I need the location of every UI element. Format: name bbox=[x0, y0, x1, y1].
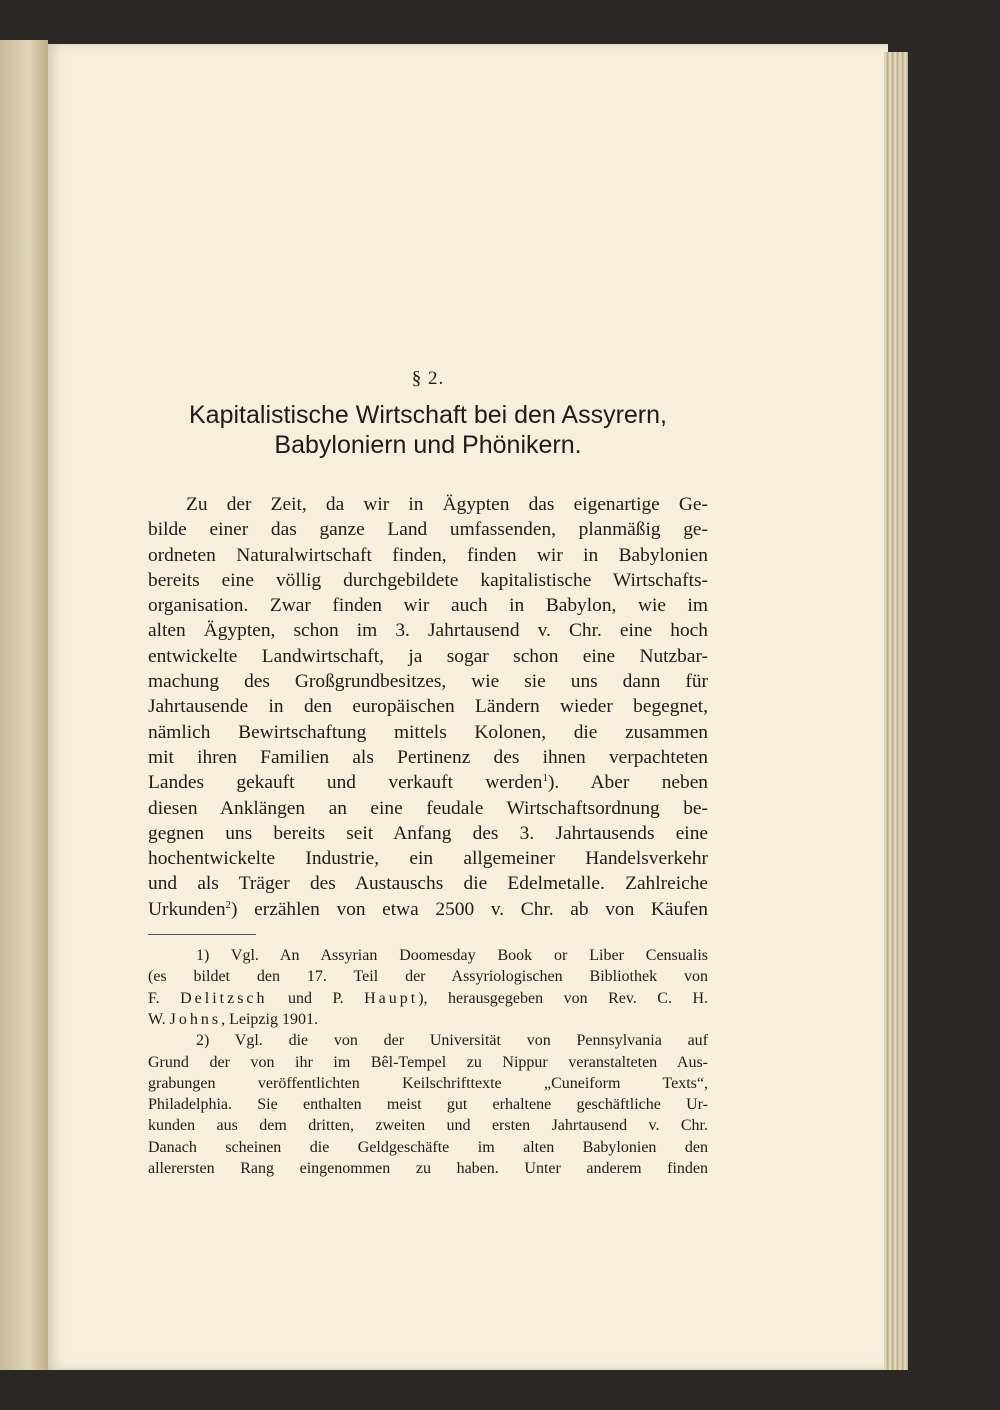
footnote-text: , Leipzig 1901. bbox=[221, 1010, 318, 1028]
body-line: bilde einer das ganze Land umfassenden, planmäßig ge- bbox=[148, 519, 708, 541]
body-line: machung des Großgrundbesitzes, wie sie uns dann für bbox=[148, 671, 708, 693]
chapter-heading bbox=[148, 400, 708, 460]
body-line-text: Urkunden bbox=[148, 898, 226, 920]
body-line: nämlich Bewirtschaftung mittels Kolonen, die zusammen bbox=[148, 721, 708, 743]
footnote-text: ), herausgegeben von Rev. C. H. bbox=[418, 989, 708, 1007]
body-line: organisation. Zwar finden wir auch in Babylon, wie im bbox=[148, 595, 708, 617]
heading-line-1: Kapitalistische Wirtschaft bei den Assyrern, bbox=[189, 401, 667, 429]
footnote-2-line: kunden aus dem dritten, zweiten und ersten Jahrtausend v. Chr. bbox=[148, 1117, 708, 1135]
author-name-johns: Johns bbox=[169, 1010, 222, 1028]
body-text bbox=[148, 492, 708, 922]
heading-line-2: Babyloniern und Phönikern. bbox=[274, 431, 582, 459]
footnote-1-line: 1) Vgl. An Assyrian Doomesday Book or Liber Censualis bbox=[196, 947, 708, 965]
footnote-2-line: Grund der von ihr im Bêl-Tempel zu Nippur veranstalteten Aus- bbox=[148, 1053, 708, 1071]
page-edges bbox=[884, 52, 908, 1370]
footnote-ref-1: 1 bbox=[542, 772, 548, 785]
page-content bbox=[148, 368, 708, 1179]
footnote-ref-2: 2 bbox=[225, 898, 232, 911]
section-number: § 2. bbox=[411, 368, 445, 389]
footnote-2-line: grabungen veröffentlichten Keilschrifttexte „Cuneiform Texts“, bbox=[148, 1074, 708, 1092]
author-name-delitzsch: Delitzsch bbox=[180, 989, 268, 1007]
body-line: und als Träger des Austauschs die Edelmetalle. Zahlreiche bbox=[148, 873, 708, 895]
body-line: entwickelte Landwirtschaft, ja sogar schon eine Nutzbar- bbox=[148, 645, 708, 667]
footnote-2-line: 2) Vgl. die von der Universität von Pennsylvania auf bbox=[196, 1032, 708, 1050]
footnote-2-line: allerersten Rang eingenommen zu haben. Unter anderem finden bbox=[148, 1160, 708, 1178]
body-line-text: ). Aber neben bbox=[547, 772, 709, 794]
body-line: mit ihren Familien als Pertinenz des ihnen verpachteten bbox=[148, 746, 708, 768]
left-page-edge bbox=[0, 40, 48, 1370]
footnote-divider bbox=[148, 934, 256, 935]
author-name-haupt: Haupt bbox=[364, 989, 419, 1007]
body-line: Jahrtausende in den europäischen Ländern wieder begegnet, bbox=[148, 696, 708, 718]
footnotes bbox=[148, 945, 708, 1179]
body-line-with-footnote-ref bbox=[148, 770, 708, 795]
body-line: bereits eine völlig durchgebildete kapitalistische Wirtschafts- bbox=[148, 569, 708, 591]
footnote-1-line bbox=[148, 1009, 708, 1030]
footnote-text: F. bbox=[148, 989, 160, 1007]
body-line: hochentwickelte Industrie, ein allgemeiner Handelsverkehr bbox=[148, 848, 708, 870]
body-line-text: Landes gekauft und verkauft werden bbox=[148, 772, 543, 794]
body-line: gegnen uns bereits seit Anfang des 3. Jahrtausends eine bbox=[148, 822, 708, 844]
body-line: diesen Anklängen an eine feudale Wirtschaftsordnung be- bbox=[148, 797, 708, 819]
body-line-text: ) erzählen von etwa 2500 v. Chr. ab von Käufen bbox=[231, 898, 708, 920]
body-line-with-footnote-ref bbox=[148, 897, 708, 922]
footnote-2-line: Danach scheinen die Geldgeschäfte im alten Babylonien den bbox=[148, 1138, 708, 1156]
footnote-text: W. bbox=[148, 1010, 166, 1028]
footnote-text: und P. bbox=[288, 989, 344, 1007]
footnote-1-line: (es bildet den 17. Teil der Assyriologischen Bibliothek von bbox=[148, 968, 708, 986]
body-line: Zu der Zeit, da wir in Ägypten das eigenartige Ge- bbox=[186, 494, 708, 515]
body-line: ordneten Naturalwirtschaft finden, finden wir in Babylonien bbox=[148, 544, 708, 566]
footnote-2-line: Philadelphia. Sie enthalten meist gut erhaltene geschäftliche Ur- bbox=[148, 1096, 708, 1114]
body-line: alten Ägypten, schon im 3. Jahrtausend v. Chr. eine hoch bbox=[148, 620, 708, 642]
footnote-1-line bbox=[148, 988, 708, 1009]
